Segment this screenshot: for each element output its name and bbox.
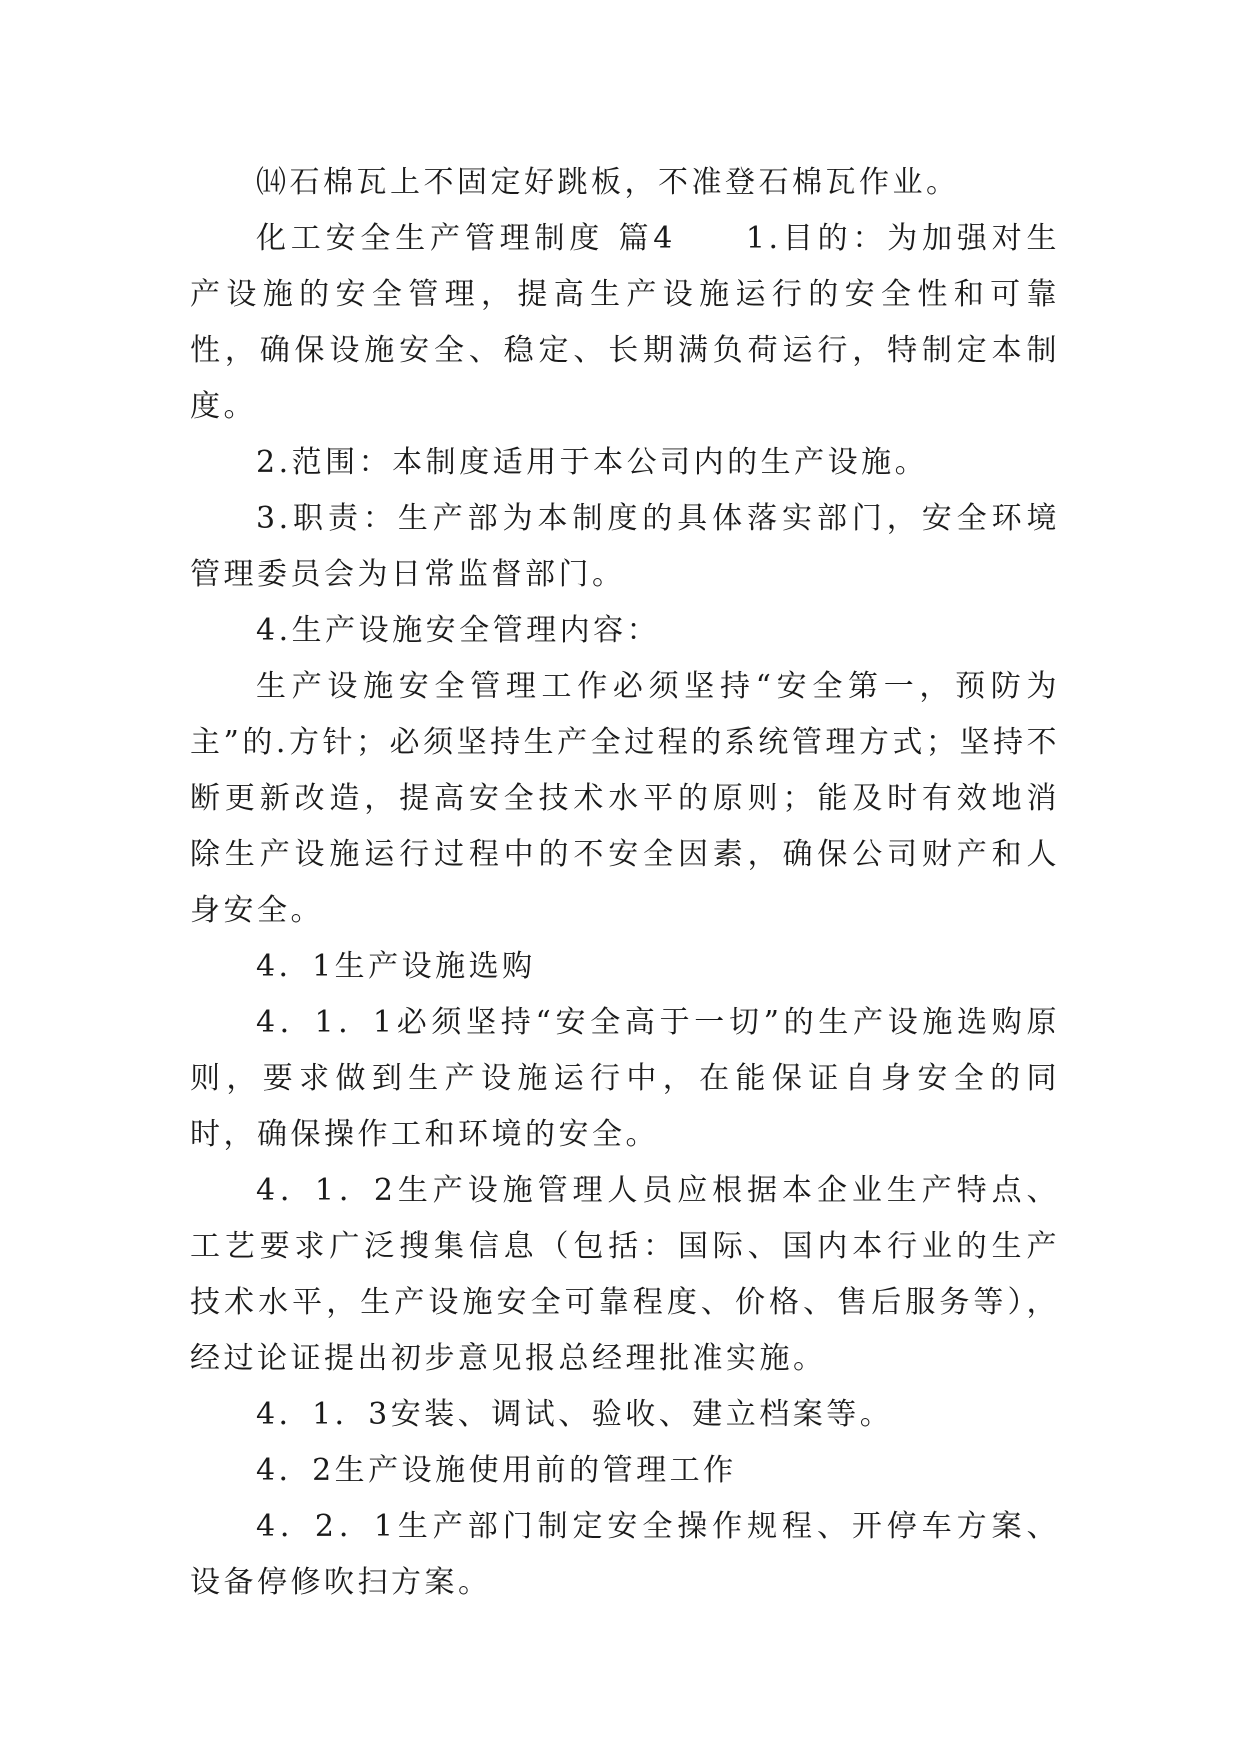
paragraph-principles: 生产设施安全管理工作必须坚持“安全第一，预防为主”的.方针；必须坚持生产全过程的系统管理方式；坚持不断更新改造，提高安全技术水平的原则；能及时有效地消除生产设施运行过程中的不安全因素，确保公司财产和人身安全。 [190,669,1060,928]
paragraph-4-1-1: 4．1．1必须坚持“安全高于一切”的生产设施选购原则，要求做到生产设施运行中，在能保证自身安全的同时，确保操作工和环境的安全。 [190,1005,1060,1152]
paragraph-4-1-heading: 4．1生产设施选购 [256,949,536,984]
paragraph-4-2-1: 4．2．1生产部门制定安全操作规程、开停车方案、设备停修吹扫方案。 [190,1509,1060,1600]
paragraph-4-1-2: 4．1．2生产设施管理人员应根据本企业生产特点、工艺要求广泛搜集信息（包括：国际、国内本行业的生产技术水平，生产设施安全可靠程度、价格、售后服务等），经过论证提出初步意见报总经理批准实施。 [190,1173,1060,1376]
section-label: 篇4 [618,221,676,256]
paragraph-scope: 2.范围：本制度适用于本公司内的生产设施。 [256,445,929,480]
paragraph-4-1-3: 4．1．3安装、调试、验收、建立档案等。 [256,1397,894,1432]
paragraph-asbestos-rule: ⒁石棉瓦上不固定好跳板，不准登石棉瓦作业。 [256,165,960,200]
paragraph-duties: 3.职责：生产部为本制度的具体落实部门，安全环境管理委员会为日常监督部门。 [190,501,1060,592]
document-body [190,155,1060,1611]
section-title: 化工安全生产管理制度 [256,221,605,256]
purpose-text: 1.目的：为加强对生产设施的安全管理，提高生产设施运行的安全性和可靠性，确保设施安全、稳定、长期满负荷运行，特制定本制度。 [190,221,1061,424]
paragraph-section-intro [190,211,1060,435]
paragraph-content-heading: 4.生产设施安全管理内容： [256,613,661,648]
paragraph-4-2-heading: 4．2生产设施使用前的管理工作 [256,1453,737,1488]
